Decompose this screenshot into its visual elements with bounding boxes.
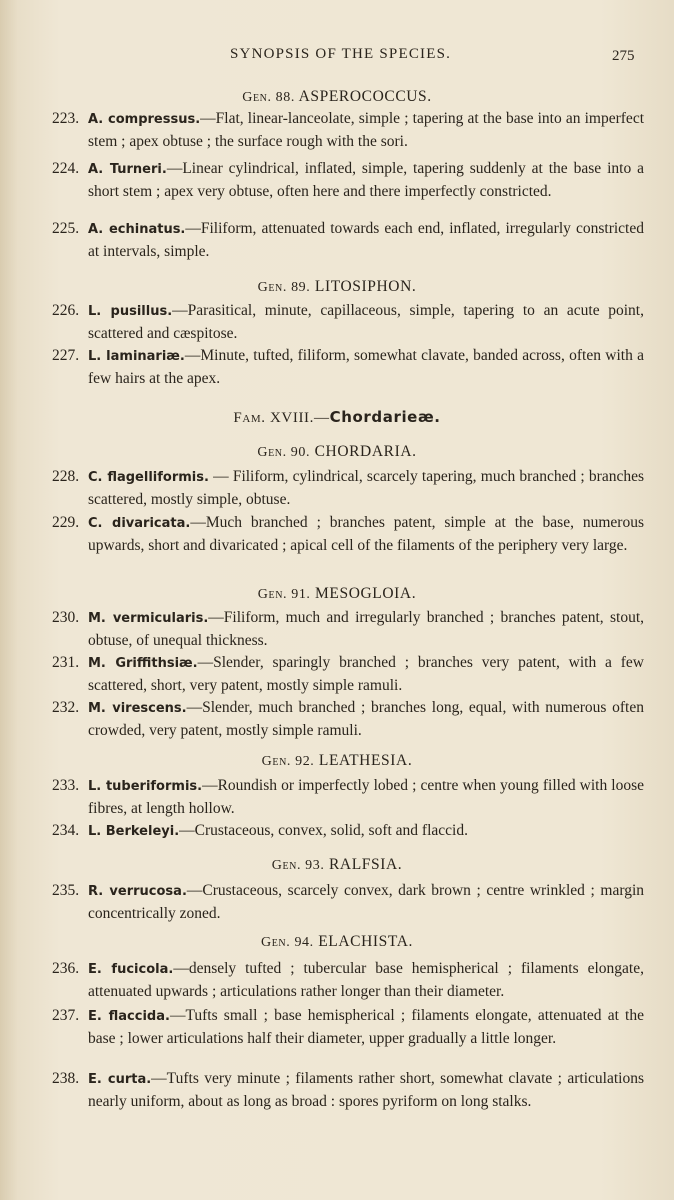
family-name: Chordarieæ. (329, 408, 441, 426)
species-entry (52, 108, 644, 152)
species-name: A. echinatus. (88, 222, 186, 237)
entry-number: 230. (52, 609, 80, 626)
species-entry (52, 697, 644, 741)
species-entry (52, 1068, 644, 1112)
genus-heading (0, 752, 674, 770)
entry-number: 225. (52, 220, 80, 237)
page-number: 275 (612, 48, 635, 64)
running-head (0, 46, 674, 68)
species-name: M. virescens. (88, 701, 187, 716)
genus-heading (0, 585, 674, 603)
genus-name: LITOSIPHON. (314, 278, 417, 295)
genus-heading (0, 933, 674, 951)
species-name: L. Berkeleyi. (88, 824, 180, 839)
species-description: —Tufts very minute ; filaments rather short, somewhat clavate ; articulations nearly uniform, about as long as broad : spores pyriform on long stalks. (88, 1070, 644, 1110)
entry-number: 236. (52, 960, 80, 977)
species-name: E. fucicola. (88, 962, 174, 977)
species-entry (52, 345, 644, 389)
species-name: C. flagelliformis. (88, 470, 209, 485)
genus-name: ELACHISTA. (318, 933, 413, 950)
entry-number: 229. (52, 514, 80, 531)
genus-prefix: Gen. 89. (257, 280, 311, 295)
species-name: R. verrucosa. (88, 884, 187, 899)
genus-prefix: Gen. 92. (261, 754, 315, 769)
species-description: —Slender, much branched ; branches long, equal, with numerous often crowded, very patent, mostly simple ramuli. (88, 699, 644, 739)
species-entry (52, 880, 644, 924)
genus-prefix: Gen. 88. (242, 90, 295, 105)
entry-number: 233. (52, 777, 80, 794)
species-name: A. Turneri. (88, 162, 167, 177)
species-description: —Crustaceous, convex, solid, soft and flaccid. (179, 822, 468, 839)
species-description: —densely tufted ; tubercular base hemispherical ; filaments elongate, attenuated upwards ; articulations rather longer than their diameter. (88, 960, 644, 1000)
genus-heading (0, 88, 674, 106)
species-entry (52, 218, 644, 262)
species-description: —Roundish or imperfectly lobed ; centre when young filled with loose fibres, at length hollow. (88, 777, 645, 817)
species-description: —Filiform, attenuated towards each end, inflated, irregularly constricted at intervals, simple. (88, 220, 644, 260)
species-description: —Parasitical, minute, capillaceous, simple, tapering to an acute point, scattered and cæspitose. (88, 302, 644, 342)
entry-number: 232. (52, 699, 80, 716)
genus-name: MESOGLOIA. (315, 585, 417, 602)
entry-number: 237. (52, 1007, 80, 1024)
entry-number: 238. (52, 1070, 80, 1087)
species-name: C. divaricata. (88, 516, 191, 531)
genus-prefix: Gen. 91. (257, 587, 311, 602)
species-description: —Crustaceous, scarcely convex, dark brown ; centre wrinkled ; margin concentrically zoned. (88, 882, 645, 922)
species-description: — Filiform, cylindrical, scarcely tapering, much branched ; branches scattered, mostly simple, obtuse. (88, 468, 644, 508)
species-name: L. tuberiformis. (88, 779, 203, 794)
species-entry (52, 607, 644, 651)
species-description: —Minute, tufted, filiform, somewhat clavate, banded across, often with a few hairs at the apex. (88, 347, 644, 387)
species-description: —Much branched ; branches patent, simple at the base, numerous upwards, short and divaricated ; apical cell of the filaments of the periphery very large. (88, 514, 644, 554)
species-name: E. curta. (88, 1072, 152, 1087)
entry-number: 227. (52, 347, 80, 364)
species-name: L. pusillus. (88, 304, 173, 319)
species-entry (52, 652, 644, 696)
species-name: A. compressus. (88, 112, 201, 127)
species-entry (52, 820, 644, 843)
entry-number: 224. (52, 160, 80, 177)
species-entry (52, 512, 644, 556)
family-heading (0, 408, 674, 427)
species-entry (52, 958, 644, 1002)
genus-name: ASPEROCOCCUS. (298, 88, 432, 105)
entry-number: 223. (52, 110, 80, 127)
entry-number: 228. (52, 468, 80, 485)
genus-name: CHORDARIA. (314, 443, 417, 460)
genus-name: RALFSIA. (328, 856, 403, 873)
species-description: —Flat, linear-lanceolate, simple ; tapering at the base into an imperfect stem ; apex obtuse ; the surface rough with the sori. (88, 110, 645, 150)
entry-number: 235. (52, 882, 80, 899)
genus-prefix: Gen. 90. (257, 445, 311, 460)
species-entry (52, 158, 644, 202)
species-name: L. laminariæ. (88, 349, 185, 364)
species-description: —Filiform, much and irregularly branched ; branches patent, stout, obtuse, of unequal thickness. (88, 609, 644, 649)
species-description: —Slender, sparingly branched ; branches very patent, with a few scattered, short, very patent, mostly simple ramuli. (88, 654, 645, 694)
species-entry (52, 1005, 644, 1049)
entry-number: 226. (52, 302, 80, 319)
genus-heading (0, 278, 674, 296)
running-title: SYNOPSIS OF THE SPECIES. (230, 46, 452, 62)
entry-number: 234. (52, 822, 80, 839)
species-description: —Tufts small ; base hemispherical ; filaments elongate, attenuated at the base ; lower articulations half their diameter, upper gradually a little longer. (88, 1007, 644, 1047)
genus-heading (0, 443, 674, 461)
genus-name: LEATHESIA. (318, 752, 413, 769)
species-name: E. flaccida. (88, 1009, 170, 1024)
species-entry (52, 300, 644, 344)
genus-heading (0, 856, 674, 874)
genus-prefix: Gen. 93. (271, 858, 325, 873)
species-name: M. Griffithsiæ. (88, 656, 198, 671)
species-entry (52, 775, 644, 819)
species-entry (52, 466, 644, 510)
family-prefix: Fam. XVIII.— (233, 410, 330, 426)
genus-prefix: Gen. 94. (261, 935, 314, 950)
species-name: M. vermicularis. (88, 611, 209, 626)
species-description: —Linear cylindrical, inflated, simple, tapering suddenly at the base into a short stem ; apex very obtuse, often here and there imperfectly constricted. (88, 160, 644, 200)
entry-number: 231. (52, 654, 80, 671)
